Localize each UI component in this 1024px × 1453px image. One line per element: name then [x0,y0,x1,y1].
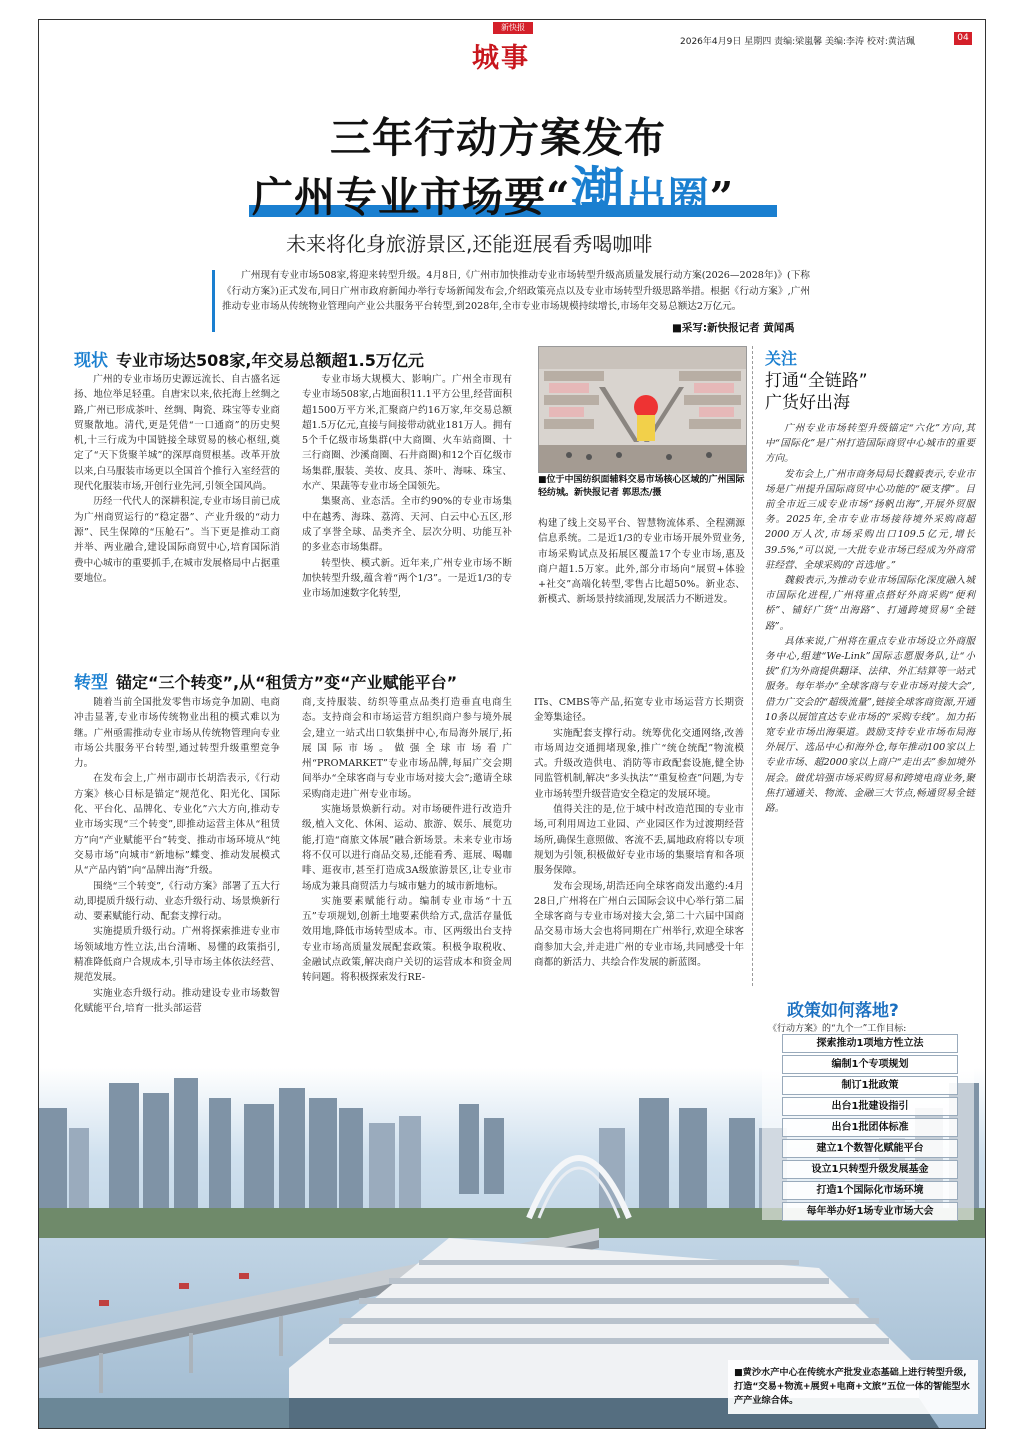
headline-line1: 三年行动方案发布 [330,114,666,162]
sidebar-tag: 关注 [765,349,798,368]
paragraph: 发布会现场,胡浩还向全球客商发出邀约:4月28日,广州将在广州白云国际会议中心举行第二届全球客商与专业市场对接大会,第二十六届中国商品交易市场大会也将同期在广州举行,欢迎全球客商参加大会,并走进广州的专业市场,共同感受十年商都的新活力、共绘合作发展的新蓝图。 [534,880,744,969]
paragraph: 广州专业市场转型升级锚定“六化”方向,其中“国际化”是广州打造国际商贸中心城市的重要方向。 [765,423,975,465]
paragraph: 在发布会上,广州市副市长胡浩表示,《行动方案》核心目标是锚定“规范化、阳光化、国际化、平台化、品牌化、专业化”六大方向,推动专业市场实现“三个转变”,即推动运营主体从“租赁方”向“产业赋能平台”转变、推动市场环境从“纯交易市场”向城市“新地标”蝶变、推动发展模式从“产品内销”向“品牌出海”升级。 [74,773,280,877]
policy-item: 出台1批建设指引 [782,1097,958,1116]
paragraph: 实施要素赋能行动。编制专业市场“十五五”专项规划,创新土地要素供给方式,盘活存量低效用地,降低市场转型成本。市、区两级出台支持专业市场高质量发展配套政策。积极争取税收、金融试点政策,解决商户关切的运营成本和资金周转问题。将积极探索发行RE- [302,895,512,984]
paragraph: 实施场景焕新行动。对市场硬件进行改造升级,植入文化、休闲、运动、旅游、娱乐、展览功能,打造“商旅文体展”融合新场景。未来专业市场将不仅可以进行商品交易,还能看秀、逛展、喝咖啡、逛夜市,甚至打造成3A级旅游景区,让专业市场成为兼具商贸活力与城市魅力的城市新地标。 [302,804,512,892]
headline-big-char: 潮 [570,160,626,224]
sidebar-body [765,421,975,816]
paragraph: 值得关注的是,位于城中村改造范围的专业市场,可利用周边工业园、产业园区作为过渡期经营场所,确保生意照做、客流不丢,属地政府将以专项规划为引领,积极做好专业市场的集聚培育和各项服务保障。 [534,804,744,877]
sidebar-title-line2: 广货好出海 [765,393,850,413]
paragraph: 随着当前全国批发零售市场竞争加剧、电商冲击显著,专业市场传统物业出租的模式难以为继。广州亟需推动专业市场从传统物管理向专业市场公共服务平台转型,通过转型升级重塑竞争力。 [74,697,280,770]
section2-title: 锚定“三个转变”,从“租赁方”变“产业赋能平台” [116,673,458,692]
sidebar-title-line1: 打通“全链路” [765,371,868,391]
lead-accent-bar [212,270,215,332]
policy-item: 建立1个数智化赋能平台 [782,1139,958,1158]
policy-item: 探索推动1项地方性立法 [782,1034,958,1053]
policy-item: 设立1只转型升级发展基金 [782,1160,958,1179]
policy-item: 每年举办好1场专业市场大会 [782,1202,958,1221]
paragraph: 实施提质升级行动。广州将探索推进专业市场领域地方性立法,出台清晰、易懂的政策指引,精准降低商户合规成本,引导市场主体依法经营、规范发展。 [74,926,280,984]
paragraph: 转型快、模式新。近年来,广州专业市场不断加快转型升级,蕴含着“两个1/3”。一是近1/3的专业市场加速数字化转型, [302,557,512,600]
paragraph: 发布会上,广州市商务局局长魏毅表示,专业市场是广州提升国际商贸中心功能的“硬支撑”。目前全市近三成专业市场“扬帆出海”,开展外贸服务。2025年,全市专业市场接待境外采购商超2000万人次,市场采购出口109.5亿元,增长39.5%,“可以说,一大批专业市场已经成为外商常驻经营、全球采购的‘首选地’。” [765,468,975,571]
paragraph: 集聚高、业态活。全市约90%的专业市场集中在越秀、海珠、荔湾、天河、白云中心五区,形成了享誉全球、品类齐全、层次分明、功能互补的多业态市场集群。 [302,496,512,554]
section1-col3 [538,516,745,608]
section-masthead: 城事 [472,43,530,74]
masthead-kicker: 新快报 [493,22,533,34]
policy-heading: 政策如何落地? [787,1001,899,1021]
sidebar-title [765,370,868,414]
section2-tag: 转型 [74,673,108,693]
subheadline: 未来将化身旅游景区,还能逛展看秀喝咖啡 [286,232,653,256]
column-divider [752,346,754,986]
byline: ■采写:新快报记者 黄闻禹 [672,322,795,334]
section2-heading [74,668,457,693]
section1-title: 专业市场达508家,年交易总额超1.5万亿元 [116,351,424,370]
dateline: 2026年4月9日 星期四 责编:梁嵐馨 美编:李涛 校对:黄洁珮 [680,37,915,47]
headline-suffix: ” [709,173,735,221]
photo-textile-market [538,346,747,473]
paragraph: 历经一代代人的深耕积淀,专业市场目前已成为广州商贸运行的“稳定器”、产业升级的“动力源”、民生保障的“压舱石”。当下更是推动工商并举、两业融合,建设国际商贸中心,培育国际消费中心城市的重要抓手,在城市发展格局中占据重要地位。 [74,496,280,584]
section2-col2 [302,695,512,986]
section1-heading [74,346,424,371]
page-number: 04 [954,32,972,45]
policy-item: 打造1个国际化市场环境 [782,1181,958,1200]
policy-item: 制订1批政策 [782,1076,958,1095]
lead-paragraph: 广州现有专业市场508家,将迎来转型升级。4月8日,《广州市加快推动专业市场转型升级高质量发展行动方案(2026—2028年)》(下称《行动方案》)正式发布,同日广州市政府新闻办举行专场新闻发布会,介绍政策亮点以及专业市场转型升级思路举措。根据《行动方案》,广州推动专业市场从传统物业管理向产业公共服务平台转型,到2028年,全市专业市场规模持续增长,市场年交易总额达2万亿元。 [222,270,810,312]
paragraph: 专业市场大规模大、影响广。广州全市现有专业市场508家,占地面积11.1平方公里,经营面积超1500万平方米,汇聚商户约16万家,年交易总额超1.5万亿元,直接与间接带动就业181万人。拥有5个千亿级市场集群(中大商圈、火车站商圈、十三行商圈、沙溪商圈、石井商圈)和12个百亿级市场集群,服装、美妆、皮具、茶叶、海味、珠宝、水产、果蔬等专业市场全国领先。 [302,374,512,493]
headline-blue-text: 出圈 [625,173,710,221]
section2-col3 [534,695,744,970]
section1-col1 [74,372,280,586]
paragraph: 围绕“三个转变”,《行动方案》部署了五大行动,即提质升级行动、业态升级行动、场景焕新行动、要素赋能行动、配套支撑行动。 [74,880,280,923]
policy-intro: 《行动方案》的“九个一”工作目标: [768,1024,907,1034]
paragraph: 具体来说,广州将在重点专业市场设立外商服务中心,组建“We-Link”国际志愿服务队,让“小拔”们为外商提供翻译、法律、外汇结算等一站式服务。每年举办“全球客商与专业市场对接大会”,借力广交会的“超级流量”,链接全球客商资源,开通10条以展馆直达专业市场的“采购专线”。加力拓宽专业市场出海渠道。鼓励支持专业市场布局海外展厅、选品中心和海外仓,每年推动100家以上专业市场、超2000家以上商户“走出去”参加境外展会。做优培强市场采购贸易和跨境电商业务,聚焦打通通关、物流、金融三大节点,畅通贸易全链路。 [765,635,975,815]
paragraph: 实施业态升级行动。推动建设专业市场数智化赋能平台,培育一批头部运营 [74,987,280,1014]
section2-col1 [74,695,280,1016]
paragraph: 商,支持服装、纺织等重点品类打造垂直电商生态。支持商会和市场运营方组织商户参与境外展会,建立一站式出口软集拼中心,布局海外展厅,拓展国际市场。做强全球市场看广州“PROMARKET”专业市场品牌,每届广交会期间举办“全球客商与专业市场对接大会”;邀请全球采购商走进广州专业市场。 [302,697,512,800]
paragraph: 广州的专业市场历史源远流长、自古盛名远扬、地位举足轻重。自唐宋以来,依托海上丝绸之路,广州已形成茶叶、丝绸、陶瓷、珠宝等专业商贸聚散地。清代,更是凭借“一口通商”的历史契机,十三行成为中国链接全球贸易的核心枢纽,奠定了“天下货聚羊城”的深厚商贸根基。改革开放以来,白马服装市场更以全国首个推行入室经营的现代化服装市场,开创行业先河,引领全国风尚。 [74,374,280,493]
policy-item: 编制1个专项规划 [782,1055,958,1074]
photo1-caption: ■位于中国纺织面辅料交易市场核心区域的广州国际轻纺城。新快报记者 郭思杰/摄 [538,475,745,498]
policy-item: 出台1批团体标准 [782,1118,958,1137]
photo2-caption: ■黄沙水产中心在传统水产批发业态基础上进行转型升级,打造“交易+物流+展贸+电商+文旅”五位一体的智能型水产产业综合体。 [728,1360,978,1414]
headline-prefix: 广州专业市场要“ [252,173,571,221]
paragraph: 实施配套支撑行动。统筹优化交通网络,改善市场周边交通拥堵现象,推广“统仓统配”物流模式。升级改造供电、消防等市政配套设施,健全协同监管机制,解决“多头执法”“重复检查”问题,为专业市场转型升级营造安全稳定的发展环境。 [534,727,744,800]
mall-interior-image [539,347,746,472]
headline-line2 [252,150,734,227]
section1-tag: 现状 [74,351,108,371]
paragraph: 构建了线上交易平台、智慧物流体系、全程溯源信息系统。二是近1/3的专业市场开展外贸业务,市场采购试点及拓展区覆盖17个专业市场,惠及商户超1.5万家。此外,部分市场向“展贸+体验+社交”高端化转型,零售占比超50%。新业态、新模式、新场景持续涌现,发展活力不断迸发。 [538,518,745,606]
paragraph: 魏毅表示,为推动专业市场国际化深度融入城市国际化进程,广州将重点搭好外商采购“便利桥”、铺好广货“出海路”、打通跨境贸易“全链路”。 [765,575,975,632]
paragraph: ITs、CMBS等产品,拓宽专业市场运营方长期资金筹集途径。 [534,697,744,724]
section1-col2 [302,372,512,601]
